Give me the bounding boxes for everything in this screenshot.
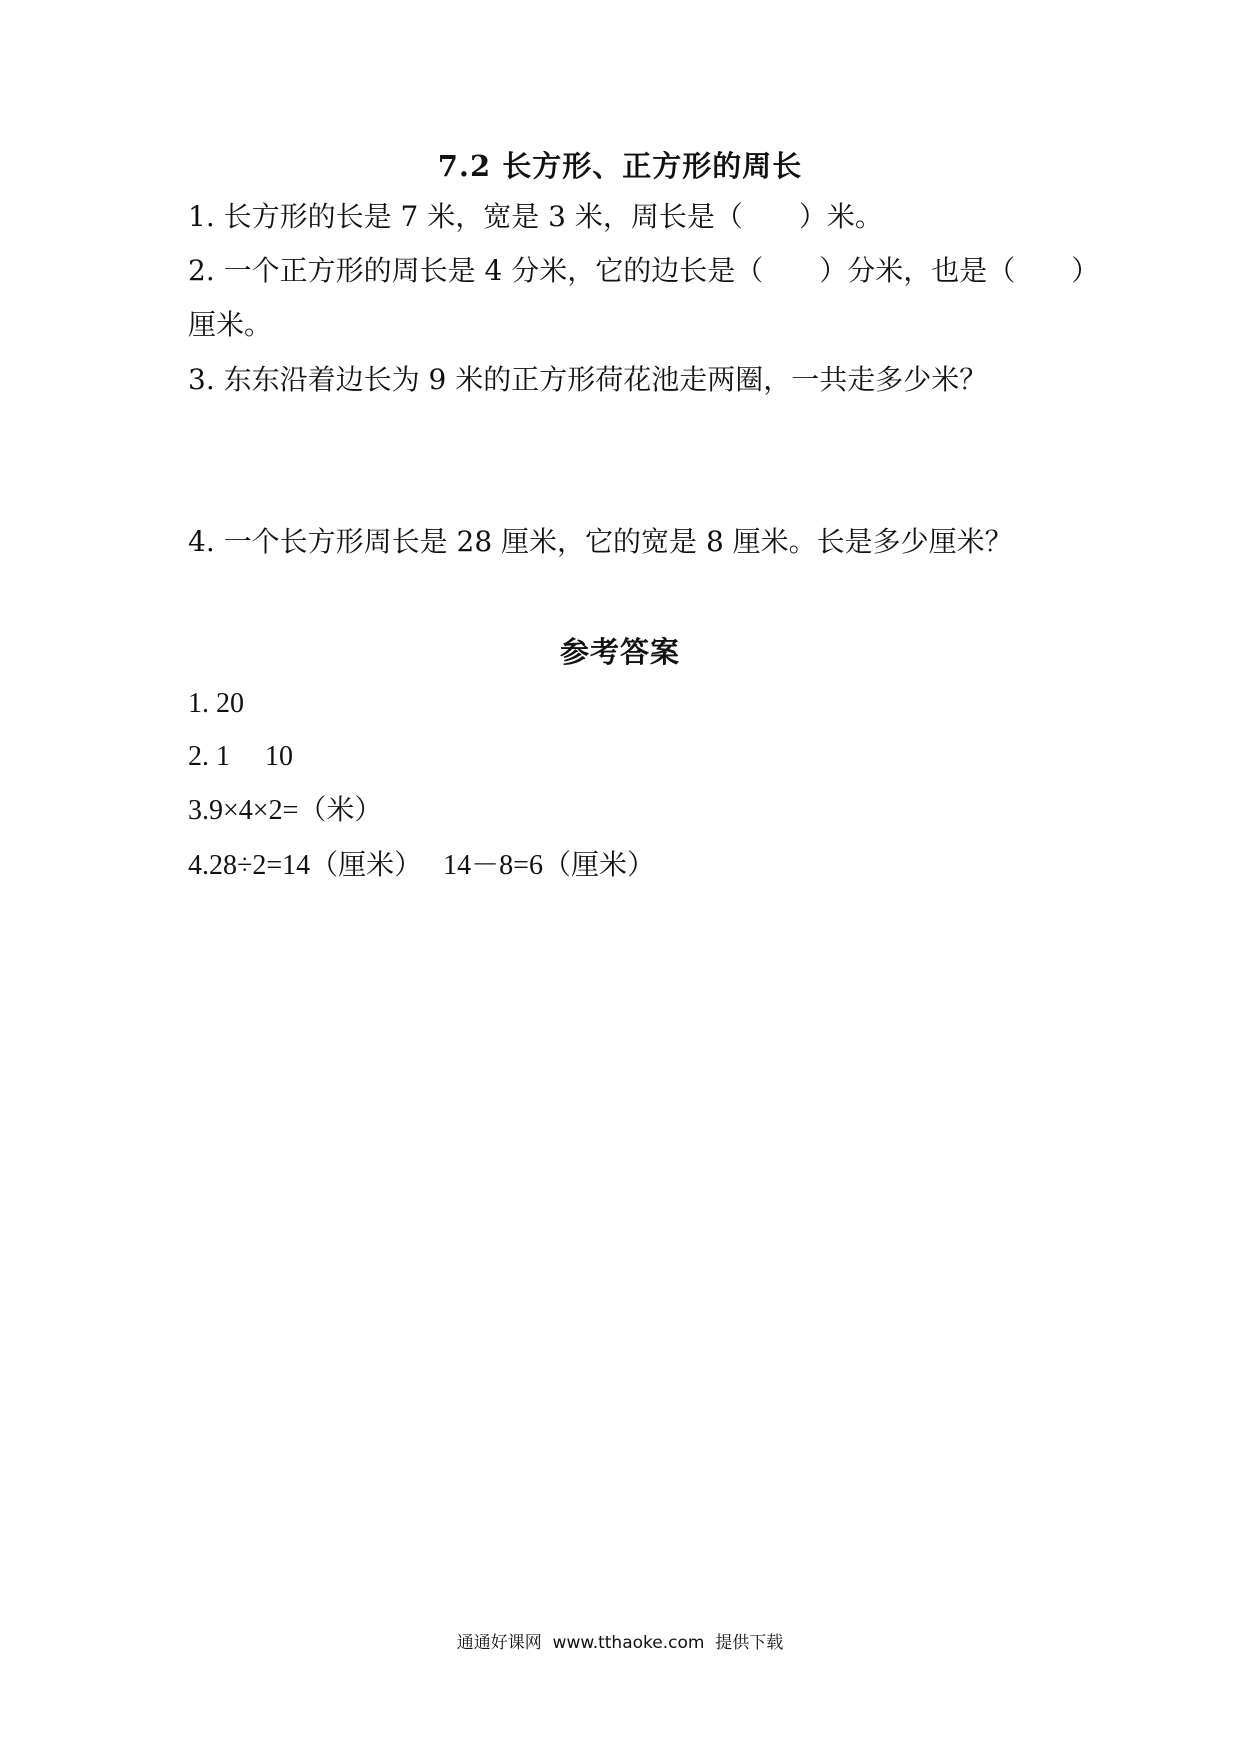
answer-4: 4.28÷2=14（厘米） 14－8=6（厘米） [188,850,655,881]
answer-2: 2. 1 10 [188,741,294,772]
answers-title: 参考答案 [559,635,680,669]
question-3: 3. 东东沿着边长为 9 米的正方形荷花池走两圈，一共走多少米？ [188,363,988,396]
question-2: 2. 一个正方形的周长是 4 分米，它的边长是（ ）分米，也是（ ） [188,254,1100,287]
question-1: 1. 长方形的长是 7 米，宽是 3 米，周长是（ ）米。 [188,200,883,233]
worksheet-title: 7.2 长方形、正方形的周长 [437,149,803,183]
answer-1: 1. 20 [188,688,244,719]
footer-credit: 通通好课网 www.tthaoke.com 提供下载 [456,1633,784,1653]
question-4: 4. 一个长方形周长是 28 厘米，它的宽是 8 厘米。长是多少厘米？ [188,525,1013,558]
answer-3: 3.9×4×2=（米） [188,795,383,826]
question-2-continued: 厘米。 [188,308,273,341]
